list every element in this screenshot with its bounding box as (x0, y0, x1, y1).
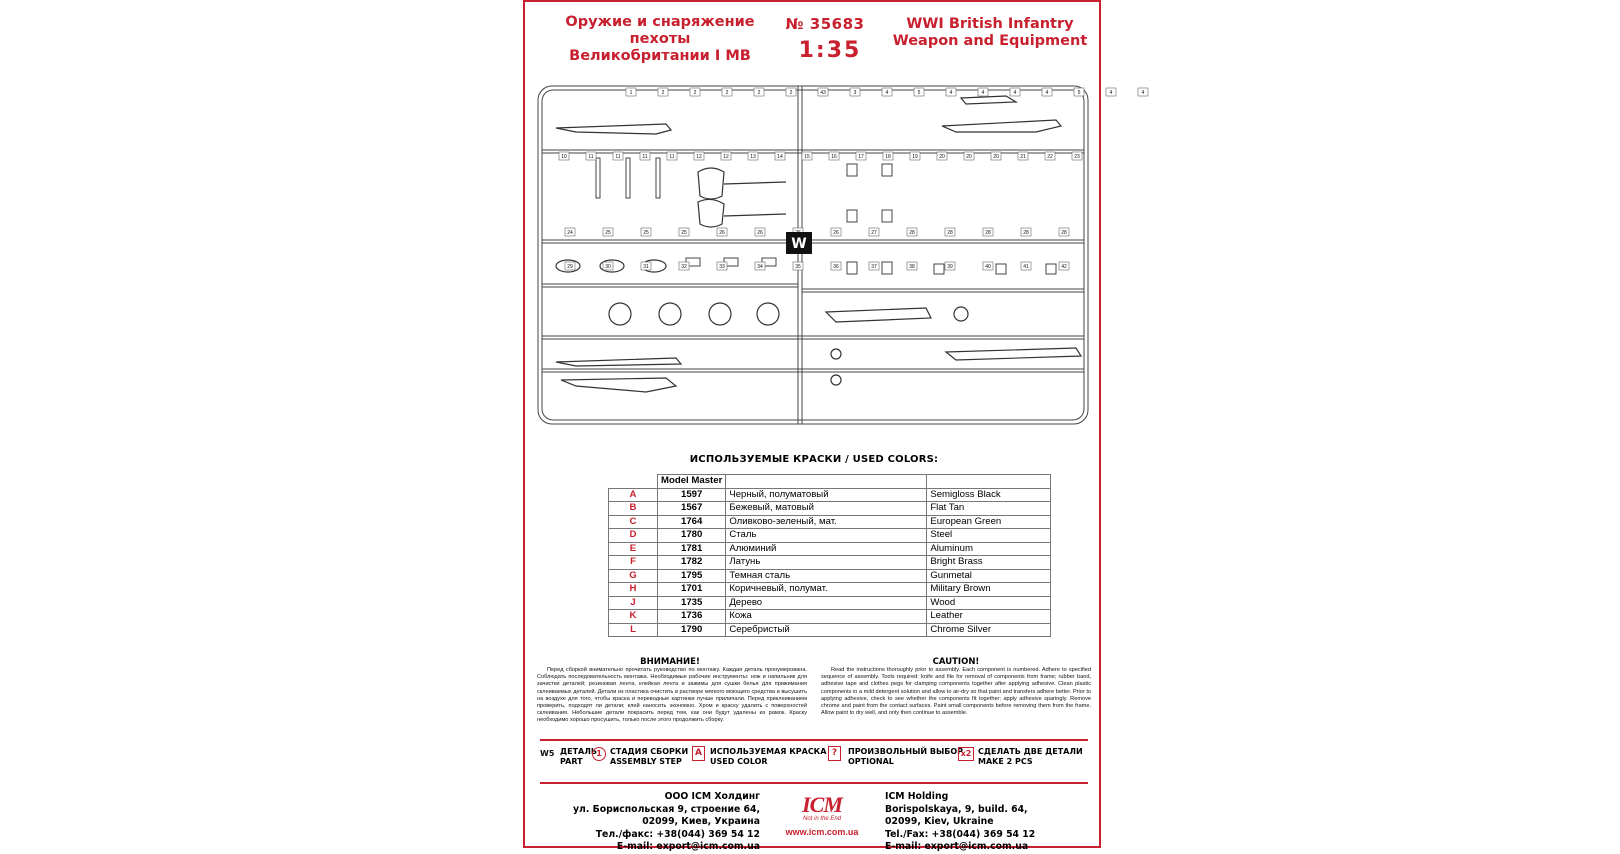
colors-header-code (609, 475, 658, 489)
sprue-letter: W (791, 236, 807, 252)
disc-part (609, 303, 631, 325)
legend-optional-ru: ПРОИЗВОЛЬНЫЙ ВЫБОР (848, 747, 963, 756)
part-number: 11 (615, 154, 621, 160)
ru-email[interactable]: E-mail: export@icm.com.ua (616, 841, 760, 853)
divider-line (540, 782, 1088, 784)
color-code-cell: J (609, 596, 658, 610)
color-en-cell: Steel (927, 529, 1051, 543)
color-row (609, 623, 1051, 637)
grenade-part (831, 375, 841, 385)
shovel-part (698, 199, 724, 227)
color-ru-cell: Алюминий (726, 542, 927, 556)
pouch-part (996, 264, 1006, 274)
ru-phone: Тел./факс: +38(044) 369 54 12 (595, 828, 760, 840)
legend-color-en: USED COLOR (710, 757, 768, 766)
color-ru-cell: Серебристый (726, 623, 927, 637)
rifle-part (961, 96, 1016, 104)
caution-title-en: CAUTION! (932, 657, 980, 667)
caution-text-ru: Перед сборкой внимательно прочитать руководство по монтажу. Каждая деталь пронумерована. Соблюдать последовательность монтажа. Необходимые рабочие инструменты: нож и напильник для зачистки деталей; резиновая лента, клейкая лента и зажимы для сушки белья для прижимания склеиваемых деталей. Детали из пластика очистить в растворе мягкого моющего средства и высушить на воздухе для того, чтобы краска и переводные картинки лучше прилипали. Перед приклеиванием проверить, подходят ли детали; клей наносить экономно. Хром и краску удалить с поверхностей склеивания. Небольшие детали покрасить перед тем, как они будут удалены из рамок. Краску необходимо хорошо просушить, только после этого продолжить сборку. (537, 667, 807, 724)
part-number: 2 (789, 90, 793, 96)
color-code-cell: D (609, 529, 658, 543)
scabbard-part (656, 158, 660, 198)
title-russian (535, 14, 785, 65)
part-number: 25 (681, 230, 687, 236)
legend-optional-en: OPTIONAL (848, 757, 894, 766)
part-number: 25 (605, 230, 611, 236)
sprue-diagram (536, 84, 1145, 426)
part-number: 28 (947, 230, 953, 236)
part-number: 4 (1045, 90, 1049, 96)
legend (540, 747, 1100, 777)
part-number: 4 (949, 90, 953, 96)
sprue-frame (538, 86, 1088, 424)
color-en-cell: Gunmetal (927, 569, 1051, 583)
part-symbol: W5 (540, 749, 555, 758)
part-number: 22 (1047, 154, 1053, 160)
part-number: 4 (1013, 90, 1017, 96)
ru-company: ООО ICM Холдинг (664, 791, 760, 802)
rifle-part (556, 124, 671, 134)
color-ru-cell: Сталь (726, 529, 927, 543)
color-row (609, 542, 1051, 556)
rifle-part (942, 120, 1061, 132)
part-number: 35 (795, 264, 801, 270)
divider-line (540, 739, 1088, 741)
color-ru-cell: Коричневый, полумат. (726, 583, 927, 597)
part-number: 26 (757, 230, 763, 236)
part-number: 32 (681, 264, 687, 270)
part-number: 25 (643, 230, 649, 236)
legend-make2-en: MAKE 2 PCS (978, 757, 1033, 766)
pouch-part (847, 210, 857, 222)
color-number-cell: 1780 (658, 529, 726, 543)
part-number: 26 (719, 230, 725, 236)
color-row (609, 515, 1051, 529)
color-row (609, 583, 1051, 597)
part-number: 34 (757, 264, 763, 270)
part-number: 11 (642, 154, 648, 160)
part-number: 11 (588, 154, 594, 160)
website-link[interactable]: www.icm.com.ua (785, 827, 859, 837)
color-en-cell: Bright Brass (927, 556, 1051, 570)
disc-part (757, 303, 779, 325)
scabbard-part (596, 158, 600, 198)
en-address-line2: 02099, Kiev, Ukraine (885, 816, 994, 828)
part-number: 2 (693, 90, 697, 96)
part-number: 20 (939, 154, 945, 160)
part-number: 4 (1141, 90, 1145, 96)
part-number: 14 (777, 154, 783, 160)
color-code-cell: F (609, 556, 658, 570)
color-ru-cell: Темная сталь (726, 569, 927, 583)
en-email[interactable]: E-mail: export@icm.com.ua (885, 841, 1029, 853)
color-number-cell: 1790 (658, 623, 726, 637)
pouch-part (934, 264, 944, 274)
color-en-cell: Wood (927, 596, 1051, 610)
pouch-part (882, 262, 892, 274)
rifle-part (561, 378, 676, 392)
scale-label: 1:35 (798, 38, 862, 63)
en-address-line1: Borispolskaya, 9, build. 64, (885, 803, 1028, 815)
color-ru-cell: Дерево (726, 596, 927, 610)
pouch-part (882, 164, 892, 176)
color-en-cell: Chrome Silver (927, 623, 1051, 637)
color-row (609, 529, 1051, 543)
color-code-cell: G (609, 569, 658, 583)
title-en-line1: WWI British Infantry (906, 16, 1074, 32)
part-number: 13 (750, 154, 756, 160)
part-number: 39 (947, 264, 953, 270)
grenade-part (831, 349, 841, 359)
color-en-cell: Military Brown (927, 583, 1051, 597)
part-number: 19 (912, 154, 918, 160)
color-code-cell: K (609, 610, 658, 624)
part-number: 16 (831, 154, 837, 160)
part-number: 43 (820, 90, 826, 96)
pouch-part (1046, 264, 1056, 274)
color-code-cell: C (609, 515, 658, 529)
sprue-letter-badge (786, 232, 812, 254)
logo-tagline: Not in the End (802, 816, 842, 822)
legend-part-ru: ДЕТАЛЬ (560, 747, 597, 756)
title-ru-line2: Великобритании I MB (569, 48, 751, 64)
part-number: 2 (757, 90, 761, 96)
part-number: 41 (1023, 264, 1029, 270)
color-number-cell: 1597 (658, 488, 726, 502)
colors-table (608, 474, 1051, 637)
disc-part (709, 303, 731, 325)
title-english (887, 16, 1093, 50)
part-number: 38 (909, 264, 915, 270)
part-number: 12 (723, 154, 729, 160)
optional-symbol: ? (828, 746, 841, 761)
pouch-part (882, 210, 892, 222)
legend-make2-ru: СДЕЛАТЬ ДВЕ ДЕТАЛИ (978, 747, 1083, 756)
lewis-gun-part (826, 308, 931, 322)
color-ru-cell: Кожа (726, 610, 927, 624)
part-number: 3 (853, 90, 857, 96)
part-number: 23 (1074, 154, 1080, 160)
part-number: 30 (605, 264, 611, 270)
colors-table-header (609, 475, 1051, 489)
color-number-cell: 1764 (658, 515, 726, 529)
part-number: 1 (629, 90, 633, 96)
part-number: 2 (661, 90, 665, 96)
shovel-handle (724, 182, 786, 184)
legend-color-ru: ИСПОЛЬЗУЕМАЯ КРАСКА (710, 747, 827, 756)
color-ru-cell: Черный, полуматовый (726, 488, 927, 502)
color-number-cell: 1782 (658, 556, 726, 570)
color-en-cell: Semigloss Black (927, 488, 1051, 502)
part-number: 2 (725, 90, 729, 96)
part-number: 21 (1020, 154, 1026, 160)
address-russian (565, 791, 760, 854)
caution-text-en: Read the instructions thoroughly prior to assembly. Each component is numbered. Adhere to specified sequence of assembly. Tools required: knife and file for removal of components from frame; rubber band, adhesive tape and clothes pegs for clamping components together after applying adhesive. Clean plastic components in a mild detergent solution and allow to air-dry so that paint and transfers adhere better. Prior to applying adhesive, check to see whether the components fit together; apply adhesive sparingly. Remove chrome and paint from the contact surfaces. Paint small components before removing them from the frame. Allow paint to dry well, and only then continue to assemble. (821, 667, 1091, 717)
part-number: 36 (833, 264, 839, 270)
color-row (609, 596, 1051, 610)
icm-logo (777, 794, 867, 842)
instruction-sheet (523, 0, 1145, 853)
part-number: 12 (696, 154, 702, 160)
color-symbol: A (692, 746, 705, 761)
colors-header-brand: Model Master (658, 475, 726, 489)
part-number: 28 (1061, 230, 1067, 236)
part-number: 28 (985, 230, 991, 236)
logo-mark: ICM (802, 792, 842, 817)
shovel-handle (724, 214, 786, 216)
part-number: 4 (981, 90, 985, 96)
part-number: 4 (1109, 90, 1113, 96)
part-number: 33 (719, 264, 725, 270)
color-ru-cell: Бежевый, матовый (726, 502, 927, 516)
color-number-cell: 1735 (658, 596, 726, 610)
part-number: 5 (917, 90, 921, 96)
color-row (609, 556, 1051, 570)
step-symbol: 1 (592, 747, 606, 761)
color-row (609, 502, 1051, 516)
color-row (609, 569, 1051, 583)
color-en-cell: Leather (927, 610, 1051, 624)
part-number: 27 (871, 230, 877, 236)
colors-header-en (927, 475, 1051, 489)
part-number: 5 (1077, 90, 1081, 96)
color-code-cell: A (609, 488, 658, 502)
part-number: 10 (561, 154, 567, 160)
color-en-cell: Flat Tan (927, 502, 1051, 516)
part-number: 4 (885, 90, 889, 96)
rifle-part (556, 358, 681, 366)
color-row (609, 488, 1051, 502)
rifle-part (946, 348, 1081, 360)
drum-part (954, 307, 968, 321)
color-code-cell: H (609, 583, 658, 597)
color-code-cell: L (609, 623, 658, 637)
shovel-part (698, 168, 724, 199)
part-number: 17 (858, 154, 864, 160)
ru-address-line1: ул. Бориспольская 9, строение 64, (572, 803, 760, 815)
colors-header-ru (726, 475, 927, 489)
make2-symbol: x2 (958, 747, 974, 761)
color-number-cell: 1736 (658, 610, 726, 624)
part-number: 31 (643, 264, 649, 270)
color-code-cell: B (609, 502, 658, 516)
caution-title-ru: ВНИМАНИЕ! (640, 657, 700, 667)
color-code-cell: E (609, 542, 658, 556)
colors-title: ИСПОЛЬЗУЕМЫЕ КРАСКИ / USED COLORS: (689, 454, 939, 465)
en-phone: Tel./Fax: +38(044) 369 54 12 (885, 828, 1036, 840)
legend-step-ru: СТАДИЯ СБОРКИ (610, 747, 689, 756)
part-number: 18 (885, 154, 891, 160)
color-row (609, 610, 1051, 624)
disc-part (659, 303, 681, 325)
part-number: 15 (804, 154, 810, 160)
color-en-cell: Aluminum (927, 542, 1051, 556)
part-number: 11 (669, 154, 675, 160)
part-number: 42 (1061, 264, 1067, 270)
pouch-part (847, 262, 857, 274)
color-number-cell: 1701 (658, 583, 726, 597)
kit-number: № 35683 (785, 15, 865, 33)
scabbard-part (626, 158, 630, 198)
ru-address-line2: 02099, Киев, Украина (642, 816, 760, 828)
color-number-cell: 1781 (658, 542, 726, 556)
sprue-frame-inner (542, 90, 1084, 420)
title-ru-line1: Оружие и снаряжение пехоты (565, 14, 755, 47)
part-number: 28 (1023, 230, 1029, 236)
color-en-cell: European Green (927, 515, 1051, 529)
part-number: 24 (567, 230, 573, 236)
pouch-part (847, 164, 857, 176)
color-number-cell: 1567 (658, 502, 726, 516)
color-number-cell: 1795 (658, 569, 726, 583)
legend-step-en: ASSEMBLY STEP (610, 757, 682, 766)
part-number: 40 (985, 264, 991, 270)
en-company: ICM Holding (885, 791, 949, 802)
address-english (885, 791, 1085, 854)
legend-part-en: PART (560, 757, 583, 766)
part-number: 20 (993, 154, 999, 160)
part-number: 20 (966, 154, 972, 160)
part-number: 28 (909, 230, 915, 236)
color-ru-cell: Оливково-зеленый, мат. (726, 515, 927, 529)
color-ru-cell: Латунь (726, 556, 927, 570)
part-number: 37 (871, 264, 877, 270)
part-number: 26 (833, 230, 839, 236)
title-en-line2: Weapon and Equipment (892, 33, 1088, 49)
part-number: 29 (567, 264, 573, 270)
